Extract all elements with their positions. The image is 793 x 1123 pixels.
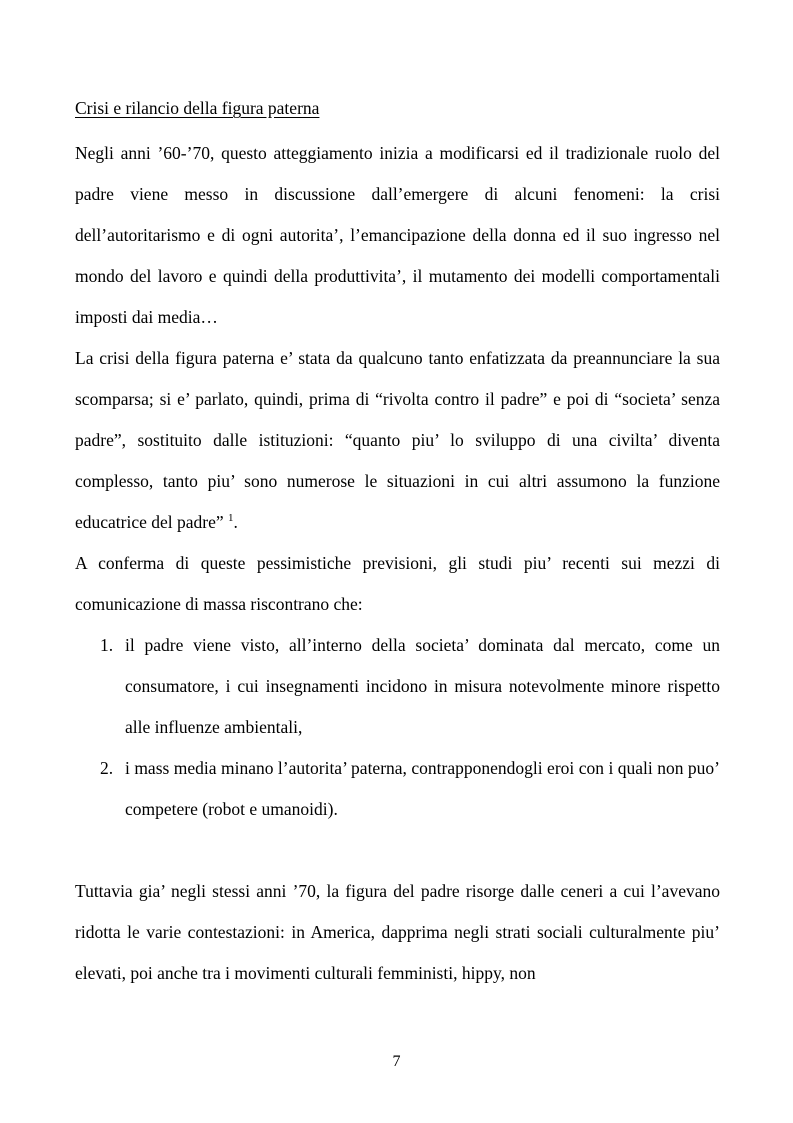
section-heading: Crisi e rilancio della figura paterna: [75, 98, 320, 118]
page-number: 7: [392, 1053, 401, 1070]
numbered-list: [75, 625, 720, 830]
paragraph-3: A conferma di queste pessimistiche previsioni, gli studi piu’ recenti sui mezzi di comunicazione di massa riscontrano che:: [75, 553, 720, 614]
paragraph-4: Tuttavia gia’ negli stessi anni ’70, la figura del padre risorge dalle ceneri a cui l’avevano ridotta le varie contestazioni: in America, dapprima negli strati sociali culturalmente piu’ elevati, poi anche tra i movimenti culturali femministi, hippy, non: [75, 881, 720, 983]
list-item: il padre viene visto, all’interno della societa’ dominata dal mercato, come un consumatore, i cui insegnamenti incidono in misura notevolmente minore rispetto alle influenze ambientali,: [125, 635, 720, 737]
list-item: i mass media minano l’autorita’ paterna, contrapponendogli eroi con i quali non puo’ competere (robot e umanoidi).: [125, 758, 720, 819]
paragraph-2: [75, 338, 720, 543]
page-content: [75, 88, 720, 994]
paragraph-1: Negli anni ’60-’70, questo atteggiamento inizia a modificarsi ed il tradizionale ruolo del padre viene messo in discussione dall’emergere di alcuni fenomeni: la crisi dell’autoritarismo e di ogni autorita’, l’emancipazione della donna ed il suo ingresso nel mondo del lavoro e quindi della produttivita’, il mutamento dei modelli comportamentali imposti dai media…: [75, 143, 720, 327]
paragraph-spacer: [75, 830, 720, 871]
paragraph-2-tail: .: [233, 512, 238, 532]
footnote-reference[interactable]: 1: [228, 512, 234, 525]
paragraph-2-text: La crisi della figura paterna e’ stata da qualcuno tanto enfatizzata da preannunciare la sua scomparsa; si e’ parlato, quindi, prima di “rivolta contro il padre” e poi di “societa’ senza padre”, sostituito dalle istituzioni: “quanto piu’ lo sviluppo di una civilta’ diventa complesso, tanto piu’ sono numerose le situazioni in cui altri assumono la funzione educatrice del padre”: [75, 348, 720, 532]
